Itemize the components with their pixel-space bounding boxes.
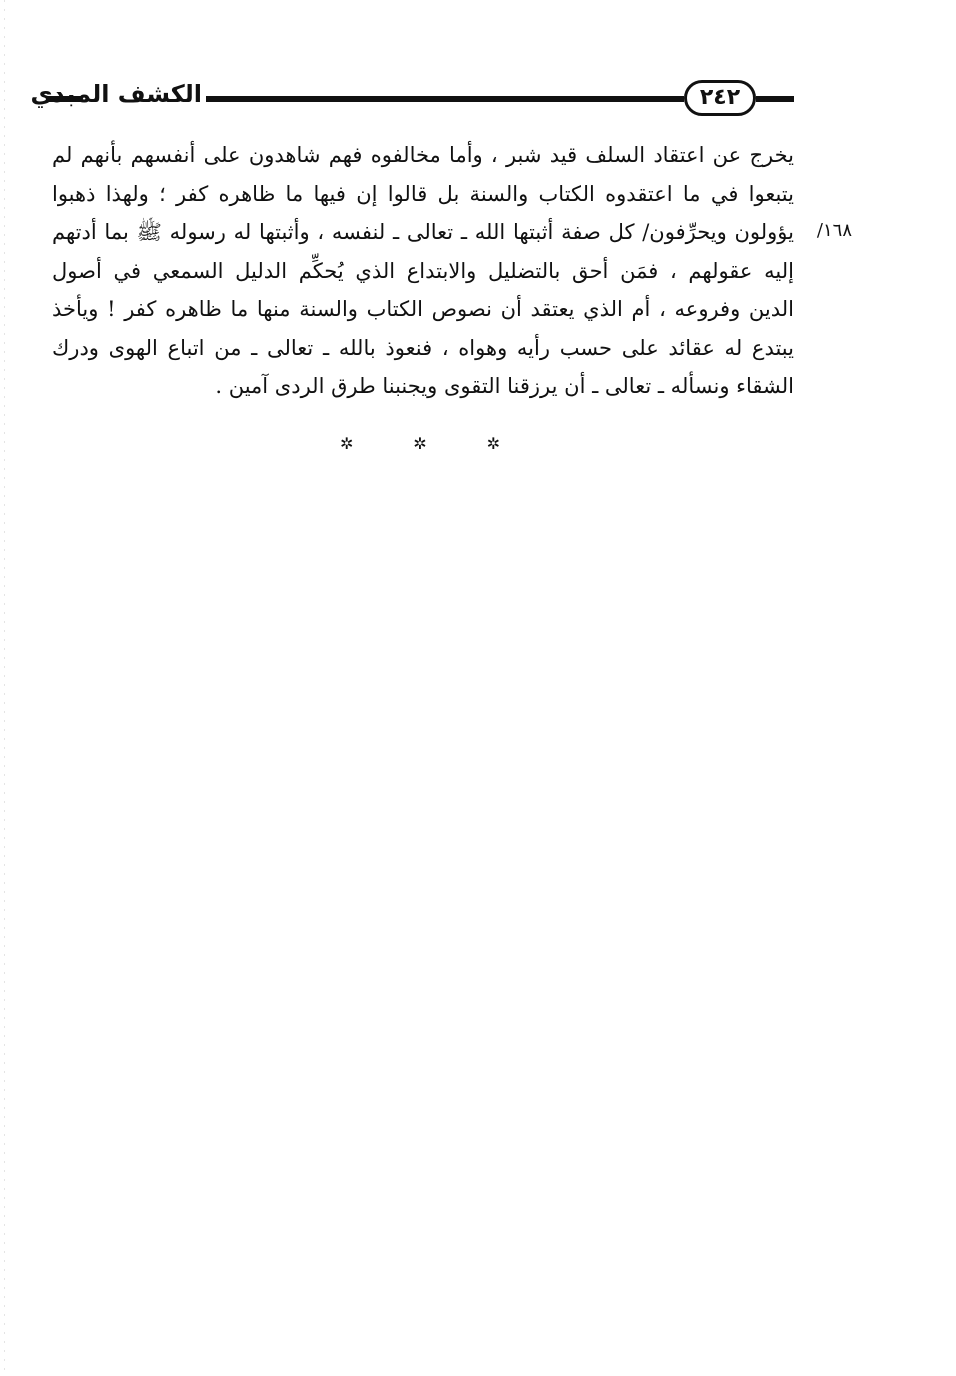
text-line: الشقاء ونسأله ـ تعالى ـ أن يرزقنا التقوى ويجنبنا طرق الردى آمين . [215, 374, 794, 398]
text-line: يبتدع له عقائد على حسب رأيه وهواه ، فنعوذ بالله ـ تعالى ـ من اتباع الهوى ودرك [52, 335, 794, 360]
margin-folio-note: ١٦٨/ [816, 220, 852, 241]
text-line: يؤولون ويحرِّفون/ كل صفة أثبتها الله ـ تعالى ـ لنفسه ، وأثبتها له رسوله ﷺ بما أدتهم [52, 220, 794, 244]
page-header [30, 72, 794, 128]
running-title: الكشف المبدي [30, 80, 202, 108]
text-line: يخرج عن اعتقاد السلف قيد شبر ، وأما مخالفوه فهم شاهدون على أنفسهم بأنهم لم [52, 143, 794, 167]
ornament-star-icon: ✲ [486, 433, 500, 453]
text-line: يتبعوا في ما اعتقدوه الكتاب والسنة بل قالوا إن فيها ما ظاهره كفر ؛ ولهذا ذهبوا [52, 181, 794, 206]
header-rule-middle [206, 96, 684, 102]
text-line: إليه عقولهم ، فمَن أحق بالتضليل والابتداع الذي يُحكِّم الدليل السمعي في أصول [52, 258, 794, 283]
page-number: ٢٤٢ [684, 80, 756, 116]
header-rule-right [756, 96, 794, 102]
ornament-star-icon: ✲ [413, 433, 427, 453]
scan-edge-marks [4, 0, 5, 1376]
ornament-star-icon: ✲ [340, 433, 354, 453]
section-end-ornament [340, 428, 500, 458]
text-line: الدين وفروعه ، أم الذي يعتقد أن نصوص الكتاب والسنة منها ما ظاهره كفر ! ويأخذ [52, 297, 794, 321]
body-text [52, 136, 794, 406]
